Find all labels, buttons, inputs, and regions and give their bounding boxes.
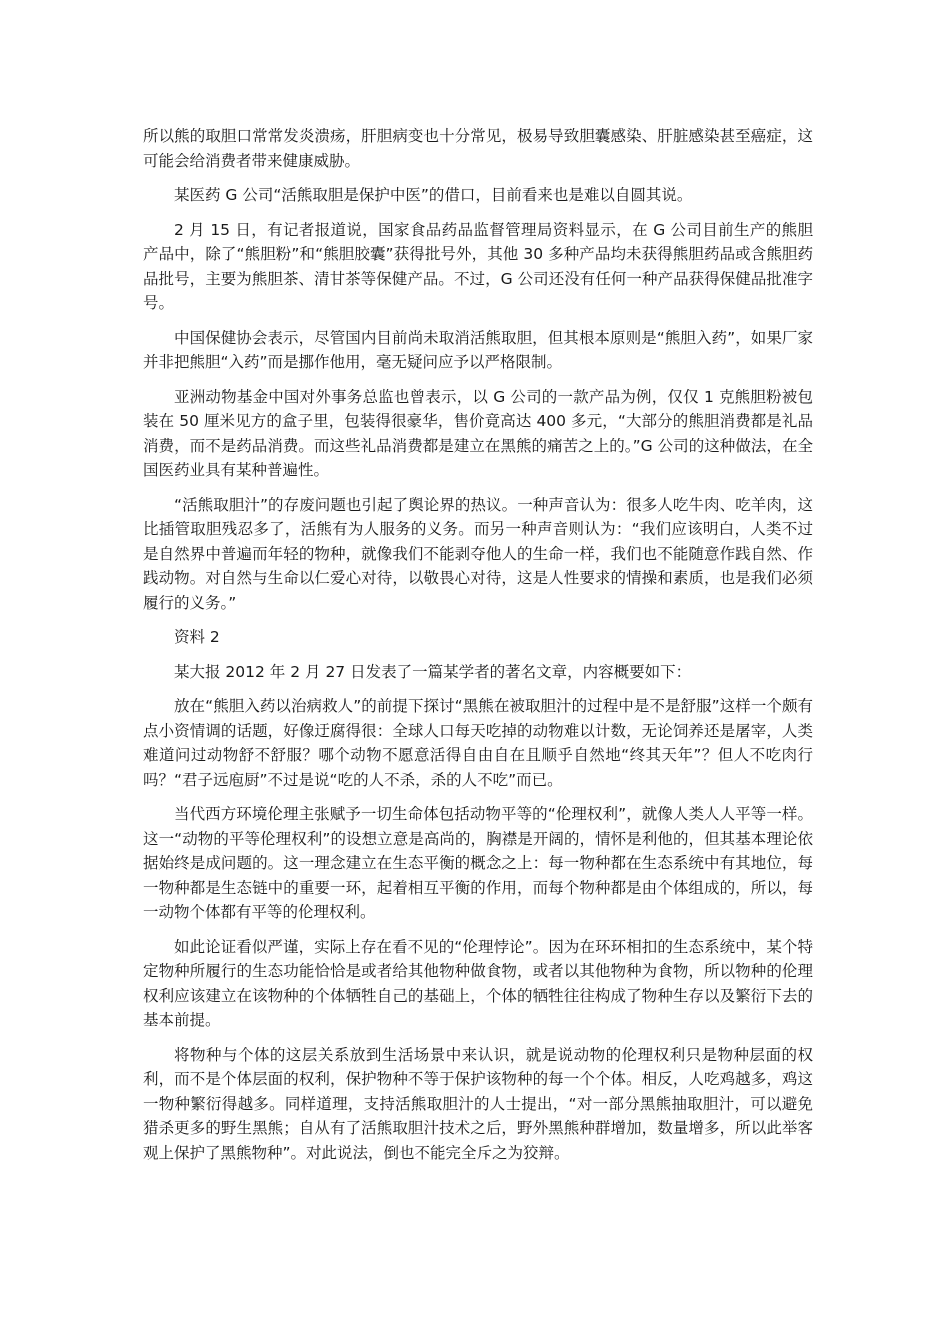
paragraph-g-company-excuse: 某医药 G 公司“活熊取胆是保护中医”的借口，目前看来也是难以自圆其说。 — [174, 186, 693, 204]
paragraph-scholar-premise: 放在“熊胆入药以治病救人”的前提下探讨“黑熊在被取胆汁的过程中是不是舒服”这样一个颇有点小资情调的话题，好像迂腐得很：全球人口每天吃掉的动物难以计数，无论饲养还是屠宰，人类难道问过动物舒不舒服？哪个动物不愿意活得自由自在且顺乎自然地“终其天年”？但人不吃肉行吗？“君子远庖厨”不过是说“吃的人不杀，杀的人不吃”而已。 — [143, 697, 813, 789]
paragraph-ethical-paradox: 如此论证看似严谨，实际上存在看不见的“伦理悖论”。因为在环环相扣的生态系统中，某个特定物种所履行的生态功能恰恰是或者给其他物种做食物，或者以其他物种为食物，所以物种的伦理权利应该建立在该物种的个体牺牲自己的基础上，个体的牺牲往往构成了物种生存以及繁衍下去的基本前提。 — [143, 937, 813, 1029]
paragraph-animals-asia: 亚洲动物基金中国对外事务总监也曾表示，以 G 公司的一款产品为例，仅仅 1 克熊胆粉被包装在 50 厘米见方的盒子里，包装得很豪华，售价竟高达 400 多元，“大部分的熊胆消费都是礼品消费，而不是药品消费。而这些礼品消费都是建立在黑熊的痛苦之上的。”G 公司的这种做法，在全国医药业具有某种普遍性。 — [143, 387, 813, 479]
paragraph-feb15-report: 2 月 15 日，有记者报道说，国家食品药品监督管理局资料显示，在 G 公司目前生产的熊胆产品中，除了“熊胆粉”和“熊胆胶囊”获得批号外，其他 30 多种产品均未获得熊胆药品或含熊胆药品批号，主要为熊胆茶、清甘茶等保健产品。不过，G 公司还没有任何一种产品获得保健品批准字号。 — [143, 220, 813, 312]
paragraph-public-debate: “活熊取胆汁”的存废问题也引起了舆论界的热议。一种声音认为：很多人吃牛肉、吃羊肉，这比插管取胆残忍多了，活熊有为人服务的义务。而另一种声音则认为：“我们应该明白，人类不过是自然界中普遍而年轻的物种，就像我们不能剥夺他人的生命一样，我们也不能随意作践自然、作践动物。对自然与生命以仁爱心对待，以敬畏心对待，这是人性要求的情操和素质，也是我们必须履行的义务。” — [143, 495, 813, 612]
paragraph-western-ethics: 当代西方环境伦理主张赋予一切生命体包括动物平等的“伦理权利”，就像人类人人平等一样。这一“动物的平等伦理权利”的设想立意是高尚的，胸襟是开阔的，情怀是利他的，但其基本理论依据始终是成问题的。这一理念建立在生态平衡的概念之上：每一物种都在生态系统中有其地位，每一物种都是生态链中的重要一环，起着相互平衡的作用，而每个物种都是由个体组成的，所以，每一动物个体都有平等的伦理权利。 — [143, 805, 813, 921]
paragraph-continuation: 所以熊的取胆口常常发炎溃疡，肝胆病变也十分常见，极易导致胆囊感染、肝脏感染甚至癌症，这可能会给消费者带来健康威胁。 — [143, 127, 813, 170]
paragraph-health-association: 中国保健协会表示，尽管国内目前尚未取消活熊取胆，但其根本原则是“熊胆入药”，如果厂家并非把熊胆“入药”而是挪作他用，毫无疑问应予以严格限制。 — [143, 328, 813, 371]
section-heading-material-2: 资料 2 — [174, 628, 220, 646]
paragraph-newspaper-intro: 某大报 2012 年 2 月 27 日发表了一篇某学者的著名文章，内容概要如下： — [174, 662, 692, 681]
paragraph-species-individual: 将物种与个体的这层关系放到生活场景中来认识，就是说动物的伦理权利只是物种层面的权利，而不是个体层面的权利，保护物种不等于保护该物种的每一个个体。相反，人吃鸡越多，鸡这一物种繁衍得越多。同样道理，支持活熊取胆汁的人士提出，“对一部分黑熊抽取胆汁，可以避免猎杀更多的野生黑熊；自从有了活熊取胆汁技术之后，野外黑熊种群增加，数量增多，所以此举客观上保护了黑熊物种”。对此说法，倒也不能完全斥之为狡辩。 — [143, 1045, 813, 1162]
document-body — [143, 124, 813, 1175]
